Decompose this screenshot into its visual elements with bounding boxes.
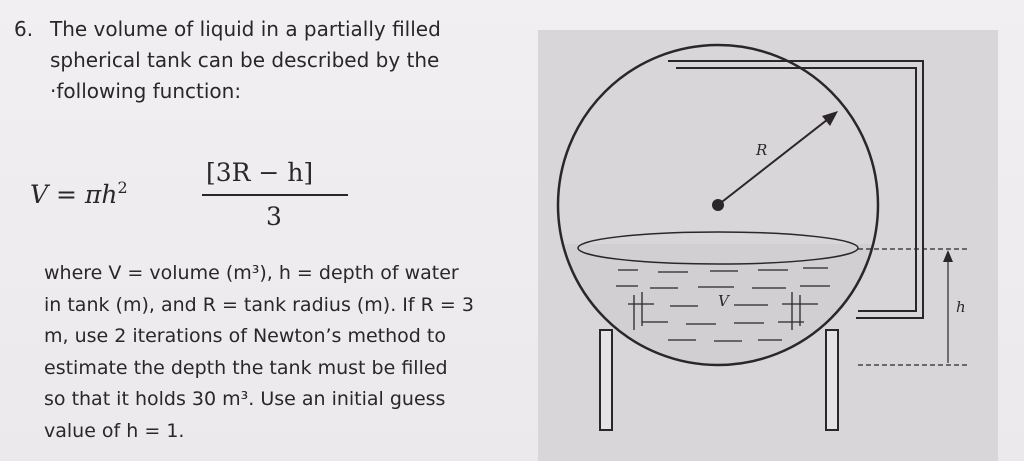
detail-line: m, use 2 iterations of Newton’s method to xyxy=(44,325,446,347)
radius-arrowhead xyxy=(822,111,838,126)
problem-intro xyxy=(50,14,520,107)
intro-line: ·following function: xyxy=(50,79,242,103)
volume-formula xyxy=(30,158,330,248)
formula-numerator: [3R − h] xyxy=(206,158,314,187)
radius-line xyxy=(718,116,832,205)
detail-line: so that it holds 30 m³. Use an initial guess xyxy=(44,388,446,410)
depth-label: h xyxy=(956,298,966,316)
tank-leg-left xyxy=(600,330,612,430)
detail-line: value of h = 1. xyxy=(44,419,185,442)
tank-diagram xyxy=(538,30,998,461)
detail-line: estimate the depth the tank must be filled xyxy=(44,356,448,379)
radius-label: R xyxy=(756,141,768,159)
volume-label: V xyxy=(718,292,729,310)
center-dot xyxy=(712,199,724,211)
intro-line: The volume of liquid in a partially filled xyxy=(50,17,441,41)
intro-line: spherical tank can be described by the xyxy=(50,48,440,72)
formula-exponent: 2 xyxy=(117,178,128,197)
spherical-tank-figure xyxy=(538,30,998,461)
detail-line: in tank (m), and R = tank radius (m). If R = 3 xyxy=(44,293,474,316)
problem-number: 6. xyxy=(14,17,34,41)
fraction-bar xyxy=(202,194,348,196)
detail-line: where V = volume (m³), h = depth of water xyxy=(44,262,459,284)
formula-lhs xyxy=(30,180,128,209)
depth-arrowhead xyxy=(943,250,953,262)
problem-details xyxy=(44,258,514,447)
formula-denominator: 3 xyxy=(266,202,282,231)
formula-lhs-text: V = πh xyxy=(30,180,118,209)
tank-leg-right xyxy=(826,330,838,430)
